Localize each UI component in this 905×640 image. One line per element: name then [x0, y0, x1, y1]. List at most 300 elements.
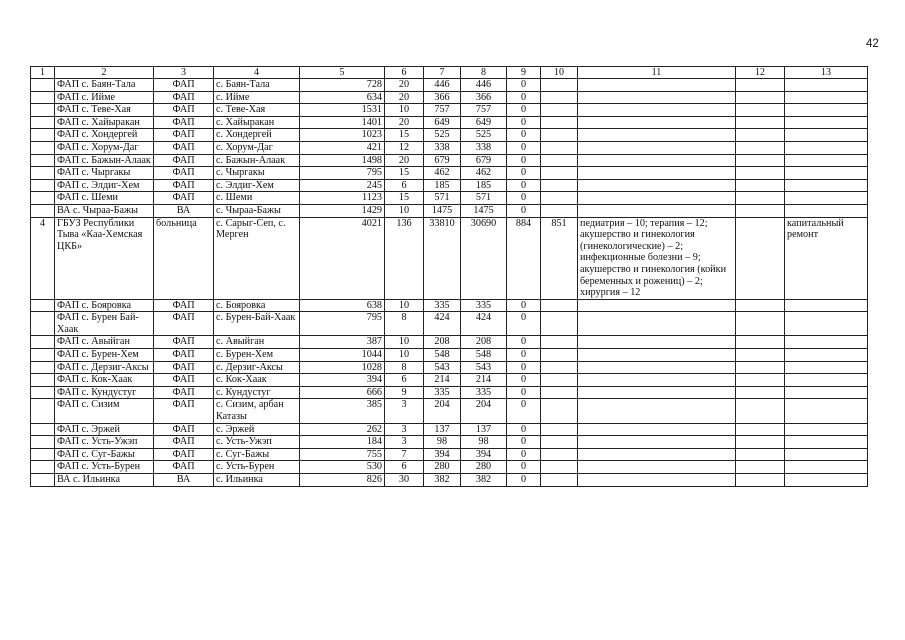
cell-num — [31, 474, 55, 487]
cell-c11 — [578, 204, 736, 217]
cell-loc: с. Хорум-Даг — [214, 141, 300, 154]
cell-c9: 0 — [507, 474, 541, 487]
column-number-header — [31, 67, 868, 79]
cell-loc: с. Шеми — [214, 192, 300, 205]
cell-c6: 20 — [385, 154, 424, 167]
cell-c9: 0 — [507, 299, 541, 312]
cell-loc: с. Хайыракан — [214, 116, 300, 129]
cell-type: ФАП — [154, 141, 214, 154]
cell-c10 — [541, 361, 578, 374]
cell-c5: 1028 — [300, 361, 385, 374]
cell-c13 — [785, 461, 868, 474]
cell-type: ФАП — [154, 79, 214, 92]
table-row — [31, 116, 868, 129]
cell-type: ФАП — [154, 361, 214, 374]
cell-c5: 1429 — [300, 204, 385, 217]
cell-name: ФАП с. Эржей — [55, 423, 154, 436]
cell-c6: 12 — [385, 141, 424, 154]
cell-c5: 421 — [300, 141, 385, 154]
table-row — [31, 91, 868, 104]
cell-c13 — [785, 79, 868, 92]
cell-name: ФАП с. Теве-Хая — [55, 104, 154, 117]
table-row — [31, 386, 868, 399]
cell-name: ВА с. Чыраа-Бажы — [55, 204, 154, 217]
cell-c9: 0 — [507, 461, 541, 474]
cell-c10 — [541, 116, 578, 129]
cell-loc: с. Усть-Ужэп — [214, 436, 300, 449]
facilities-table — [30, 66, 868, 487]
cell-type: ФАП — [154, 91, 214, 104]
cell-c6: 3 — [385, 399, 424, 423]
cell-num — [31, 386, 55, 399]
column-header: 2 — [55, 67, 154, 79]
cell-c9: 0 — [507, 104, 541, 117]
cell-c9: 0 — [507, 116, 541, 129]
cell-name: ГБУЗ Республики Тыва «Каа-Хемская ЦКБ» — [55, 217, 154, 299]
cell-c5: 755 — [300, 448, 385, 461]
cell-c10 — [541, 79, 578, 92]
cell-c5: 728 — [300, 79, 385, 92]
cell-c6: 15 — [385, 167, 424, 180]
cell-c12 — [736, 192, 785, 205]
cell-type: ФАП — [154, 104, 214, 117]
cell-num — [31, 423, 55, 436]
cell-c7: 679 — [424, 154, 461, 167]
cell-c13 — [785, 154, 868, 167]
cell-type: ФАП — [154, 192, 214, 205]
cell-num — [31, 204, 55, 217]
cell-c12 — [736, 116, 785, 129]
cell-loc: с. Сарыг-Сеп, с. Мерген — [214, 217, 300, 299]
cell-c10 — [541, 312, 578, 336]
cell-c13 — [785, 204, 868, 217]
cell-c8: 208 — [461, 336, 507, 349]
cell-c12 — [736, 386, 785, 399]
cell-c9: 0 — [507, 192, 541, 205]
cell-c7: 98 — [424, 436, 461, 449]
cell-c9: 0 — [507, 399, 541, 423]
cell-loc: с. Хондергей — [214, 129, 300, 142]
cell-c9: 0 — [507, 79, 541, 92]
cell-c5: 262 — [300, 423, 385, 436]
cell-c10 — [541, 299, 578, 312]
table-row — [31, 448, 868, 461]
cell-c11 — [578, 116, 736, 129]
cell-type: ФАП — [154, 167, 214, 180]
cell-type: ВА — [154, 474, 214, 487]
cell-c13 — [785, 116, 868, 129]
cell-c8: 335 — [461, 299, 507, 312]
cell-num — [31, 141, 55, 154]
cell-num — [31, 461, 55, 474]
cell-c5: 634 — [300, 91, 385, 104]
cell-c12 — [736, 312, 785, 336]
cell-c10 — [541, 349, 578, 362]
cell-c8: 366 — [461, 91, 507, 104]
cell-c6: 9 — [385, 386, 424, 399]
cell-c5: 394 — [300, 374, 385, 387]
cell-c10 — [541, 461, 578, 474]
cell-c6: 10 — [385, 349, 424, 362]
cell-c8: 185 — [461, 179, 507, 192]
cell-c6: 15 — [385, 192, 424, 205]
cell-c10 — [541, 154, 578, 167]
cell-c10 — [541, 167, 578, 180]
cell-c10 — [541, 436, 578, 449]
cell-c12 — [736, 399, 785, 423]
cell-c8: 204 — [461, 399, 507, 423]
cell-c13 — [785, 312, 868, 336]
column-header: 10 — [541, 67, 578, 79]
cell-c5: 4021 — [300, 217, 385, 299]
cell-type: ФАП — [154, 299, 214, 312]
cell-loc: с. Баян-Тала — [214, 79, 300, 92]
cell-loc: с. Эржей — [214, 423, 300, 436]
cell-num — [31, 312, 55, 336]
cell-c9: 0 — [507, 361, 541, 374]
cell-c5: 1531 — [300, 104, 385, 117]
table-row — [31, 374, 868, 387]
cell-c13 — [785, 361, 868, 374]
table-row — [31, 361, 868, 374]
cell-loc: с. Дерзиг-Аксы — [214, 361, 300, 374]
cell-c9: 884 — [507, 217, 541, 299]
cell-c12 — [736, 299, 785, 312]
cell-c11 — [578, 192, 736, 205]
cell-c10 — [541, 336, 578, 349]
cell-name: ВА с. Ильинка — [55, 474, 154, 487]
cell-c7: 366 — [424, 91, 461, 104]
table-row — [31, 349, 868, 362]
cell-c11 — [578, 474, 736, 487]
cell-c5: 1498 — [300, 154, 385, 167]
cell-c12 — [736, 179, 785, 192]
cell-c11 — [578, 154, 736, 167]
cell-loc: с. Чыргакы — [214, 167, 300, 180]
cell-c8: 548 — [461, 349, 507, 362]
cell-c12 — [736, 474, 785, 487]
table-row — [31, 474, 868, 487]
cell-c7: 214 — [424, 374, 461, 387]
cell-c8: 462 — [461, 167, 507, 180]
cell-c8: 649 — [461, 116, 507, 129]
cell-c5: 184 — [300, 436, 385, 449]
table-row — [31, 79, 868, 92]
cell-name: ФАП с. Усть-Бурен — [55, 461, 154, 474]
cell-type: ФАП — [154, 116, 214, 129]
cell-name: ФАП с. Кок-Хаак — [55, 374, 154, 387]
cell-c10 — [541, 179, 578, 192]
cell-c13 — [785, 179, 868, 192]
cell-name: ФАП с. Хондергей — [55, 129, 154, 142]
table-row — [31, 436, 868, 449]
cell-c13 — [785, 374, 868, 387]
cell-c10 — [541, 104, 578, 117]
cell-c5: 1401 — [300, 116, 385, 129]
cell-c8: 543 — [461, 361, 507, 374]
cell-c8: 98 — [461, 436, 507, 449]
cell-c13 — [785, 474, 868, 487]
cell-c13 — [785, 349, 868, 362]
cell-c7: 571 — [424, 192, 461, 205]
cell-c13 — [785, 336, 868, 349]
cell-c12 — [736, 336, 785, 349]
table-row — [31, 336, 868, 349]
cell-c7: 649 — [424, 116, 461, 129]
cell-c6: 10 — [385, 336, 424, 349]
cell-c6: 8 — [385, 361, 424, 374]
cell-c6: 3 — [385, 436, 424, 449]
column-header: 4 — [214, 67, 300, 79]
cell-c8: 446 — [461, 79, 507, 92]
cell-c9: 0 — [507, 91, 541, 104]
cell-type: ФАП — [154, 312, 214, 336]
cell-c12 — [736, 141, 785, 154]
cell-c8: 571 — [461, 192, 507, 205]
cell-type: ФАП — [154, 399, 214, 423]
cell-loc: с. Чыраа-Бажы — [214, 204, 300, 217]
cell-c11 — [578, 91, 736, 104]
cell-c11 — [578, 312, 736, 336]
column-header: 1 — [31, 67, 55, 79]
cell-c8: 424 — [461, 312, 507, 336]
cell-name: ФАП с. Бурен-Хем — [55, 349, 154, 362]
cell-type: ФАП — [154, 349, 214, 362]
cell-c7: 446 — [424, 79, 461, 92]
cell-loc: с. Кок-Хаак — [214, 374, 300, 387]
cell-c7: 185 — [424, 179, 461, 192]
cell-c5: 826 — [300, 474, 385, 487]
cell-c11 — [578, 336, 736, 349]
cell-c11 — [578, 423, 736, 436]
cell-c11 — [578, 399, 736, 423]
cell-c12 — [736, 204, 785, 217]
cell-c13 — [785, 104, 868, 117]
cell-c11 — [578, 374, 736, 387]
cell-c10 — [541, 386, 578, 399]
cell-name: ФАП с. Хорум-Даг — [55, 141, 154, 154]
cell-c12 — [736, 104, 785, 117]
cell-c5: 1044 — [300, 349, 385, 362]
cell-c10 — [541, 448, 578, 461]
cell-c11 — [578, 299, 736, 312]
cell-c7: 382 — [424, 474, 461, 487]
cell-loc: с. Бурен-Бай-Хаак — [214, 312, 300, 336]
cell-c5: 245 — [300, 179, 385, 192]
cell-num — [31, 167, 55, 180]
cell-c7: 548 — [424, 349, 461, 362]
cell-c7: 208 — [424, 336, 461, 349]
cell-c10 — [541, 474, 578, 487]
cell-c12 — [736, 91, 785, 104]
cell-num — [31, 104, 55, 117]
cell-loc: с. Бурен-Хем — [214, 349, 300, 362]
cell-type: ФАП — [154, 129, 214, 142]
table-body — [31, 67, 868, 487]
cell-c6: 8 — [385, 312, 424, 336]
column-header: 12 — [736, 67, 785, 79]
cell-c13 — [785, 386, 868, 399]
cell-c11 — [578, 386, 736, 399]
cell-c11 — [578, 129, 736, 142]
cell-type: ВА — [154, 204, 214, 217]
cell-c12 — [736, 79, 785, 92]
cell-name: ФАП с. Бояровка — [55, 299, 154, 312]
cell-c10: 851 — [541, 217, 578, 299]
cell-num — [31, 399, 55, 423]
hospital-row — [31, 217, 868, 299]
cell-c7: 338 — [424, 141, 461, 154]
cell-type: ФАП — [154, 448, 214, 461]
cell-c10 — [541, 399, 578, 423]
cell-c13 — [785, 129, 868, 142]
cell-c6: 6 — [385, 374, 424, 387]
cell-c12 — [736, 374, 785, 387]
column-header: 11 — [578, 67, 736, 79]
table-row — [31, 461, 868, 474]
cell-name: ФАП с. Дерзиг-Аксы — [55, 361, 154, 374]
cell-c13 — [785, 192, 868, 205]
cell-c9: 0 — [507, 374, 541, 387]
cell-c5: 638 — [300, 299, 385, 312]
cell-c7: 204 — [424, 399, 461, 423]
cell-c10 — [541, 129, 578, 142]
cell-c9: 0 — [507, 448, 541, 461]
cell-c6: 7 — [385, 448, 424, 461]
cell-c13 — [785, 167, 868, 180]
cell-c12 — [736, 167, 785, 180]
cell-c8: 757 — [461, 104, 507, 117]
cell-c10 — [541, 141, 578, 154]
cell-c6: 6 — [385, 461, 424, 474]
cell-c11 — [578, 179, 736, 192]
cell-c8: 214 — [461, 374, 507, 387]
cell-c8: 30690 — [461, 217, 507, 299]
cell-c10 — [541, 423, 578, 436]
cell-c9: 0 — [507, 349, 541, 362]
cell-type: ФАП — [154, 423, 214, 436]
cell-c10 — [541, 204, 578, 217]
cell-loc: с. Теве-Хая — [214, 104, 300, 117]
cell-c7: 394 — [424, 448, 461, 461]
cell-loc: с. Сизим, арбан Катазы — [214, 399, 300, 423]
cell-num — [31, 79, 55, 92]
cell-num — [31, 129, 55, 142]
cell-c10 — [541, 192, 578, 205]
table-row — [31, 299, 868, 312]
cell-num — [31, 349, 55, 362]
cell-c13 — [785, 91, 868, 104]
cell-name: ФАП с. Ийме — [55, 91, 154, 104]
cell-c7: 462 — [424, 167, 461, 180]
cell-c8: 1475 — [461, 204, 507, 217]
table-row — [31, 399, 868, 423]
cell-c5: 795 — [300, 167, 385, 180]
cell-type: ФАП — [154, 386, 214, 399]
cell-c9: 0 — [507, 167, 541, 180]
cell-c12 — [736, 448, 785, 461]
cell-loc: с. Бажын-Алаак — [214, 154, 300, 167]
cell-c6: 20 — [385, 116, 424, 129]
cell-c13 — [785, 436, 868, 449]
cell-c11: педиатрия – 10; терапия – 12; акушерство и гинекология (гинекологические) – 2; инфекционные болезни – 9; акушерство и гинекология (койки беременных и рожениц) – 2; хирургия – 12 — [578, 217, 736, 299]
cell-c5: 387 — [300, 336, 385, 349]
cell-c7: 525 — [424, 129, 461, 142]
cell-c6: 136 — [385, 217, 424, 299]
cell-loc: с. Элдиг-Хем — [214, 179, 300, 192]
cell-c9: 0 — [507, 141, 541, 154]
cell-c7: 757 — [424, 104, 461, 117]
cell-name: ФАП с. Кундустуг — [55, 386, 154, 399]
column-header: 9 — [507, 67, 541, 79]
cell-name: ФАП с. Шеми — [55, 192, 154, 205]
cell-c9: 0 — [507, 312, 541, 336]
table-row — [31, 312, 868, 336]
table-row — [31, 204, 868, 217]
cell-c8: 335 — [461, 386, 507, 399]
cell-c11 — [578, 104, 736, 117]
cell-num — [31, 192, 55, 205]
table-row — [31, 104, 868, 117]
cell-num — [31, 179, 55, 192]
cell-c13: капитальный ремонт — [785, 217, 868, 299]
cell-type: ФАП — [154, 179, 214, 192]
cell-c12 — [736, 436, 785, 449]
cell-c12 — [736, 217, 785, 299]
cell-c12 — [736, 154, 785, 167]
cell-loc: с. Усть-Бурен — [214, 461, 300, 474]
table-row — [31, 141, 868, 154]
column-header: 3 — [154, 67, 214, 79]
cell-c8: 338 — [461, 141, 507, 154]
cell-c6: 10 — [385, 299, 424, 312]
cell-c7: 280 — [424, 461, 461, 474]
cell-c11 — [578, 167, 736, 180]
cell-c9: 0 — [507, 336, 541, 349]
cell-type: ФАП — [154, 461, 214, 474]
cell-c11 — [578, 461, 736, 474]
cell-c13 — [785, 448, 868, 461]
cell-c6: 20 — [385, 79, 424, 92]
cell-type: ФАП — [154, 374, 214, 387]
cell-name: ФАП с. Бажын-Алаак — [55, 154, 154, 167]
cell-name: ФАП с. Сизим — [55, 399, 154, 423]
cell-loc: с. Авыйган — [214, 336, 300, 349]
cell-loc: с. Бояровка — [214, 299, 300, 312]
cell-loc: с. Кундустуг — [214, 386, 300, 399]
cell-c9: 0 — [507, 129, 541, 142]
table-row — [31, 154, 868, 167]
cell-c8: 382 — [461, 474, 507, 487]
cell-name: ФАП с. Элдиг-Хем — [55, 179, 154, 192]
cell-c8: 679 — [461, 154, 507, 167]
cell-c11 — [578, 79, 736, 92]
cell-c7: 33810 — [424, 217, 461, 299]
cell-num — [31, 436, 55, 449]
cell-c12 — [736, 423, 785, 436]
cell-type: ФАП — [154, 336, 214, 349]
cell-c12 — [736, 349, 785, 362]
cell-c7: 424 — [424, 312, 461, 336]
column-header: 6 — [385, 67, 424, 79]
cell-c7: 1475 — [424, 204, 461, 217]
cell-loc: с. Ийме — [214, 91, 300, 104]
cell-num — [31, 374, 55, 387]
cell-num — [31, 154, 55, 167]
cell-c9: 0 — [507, 179, 541, 192]
cell-name: ФАП с. Баян-Тала — [55, 79, 154, 92]
cell-c6: 20 — [385, 91, 424, 104]
